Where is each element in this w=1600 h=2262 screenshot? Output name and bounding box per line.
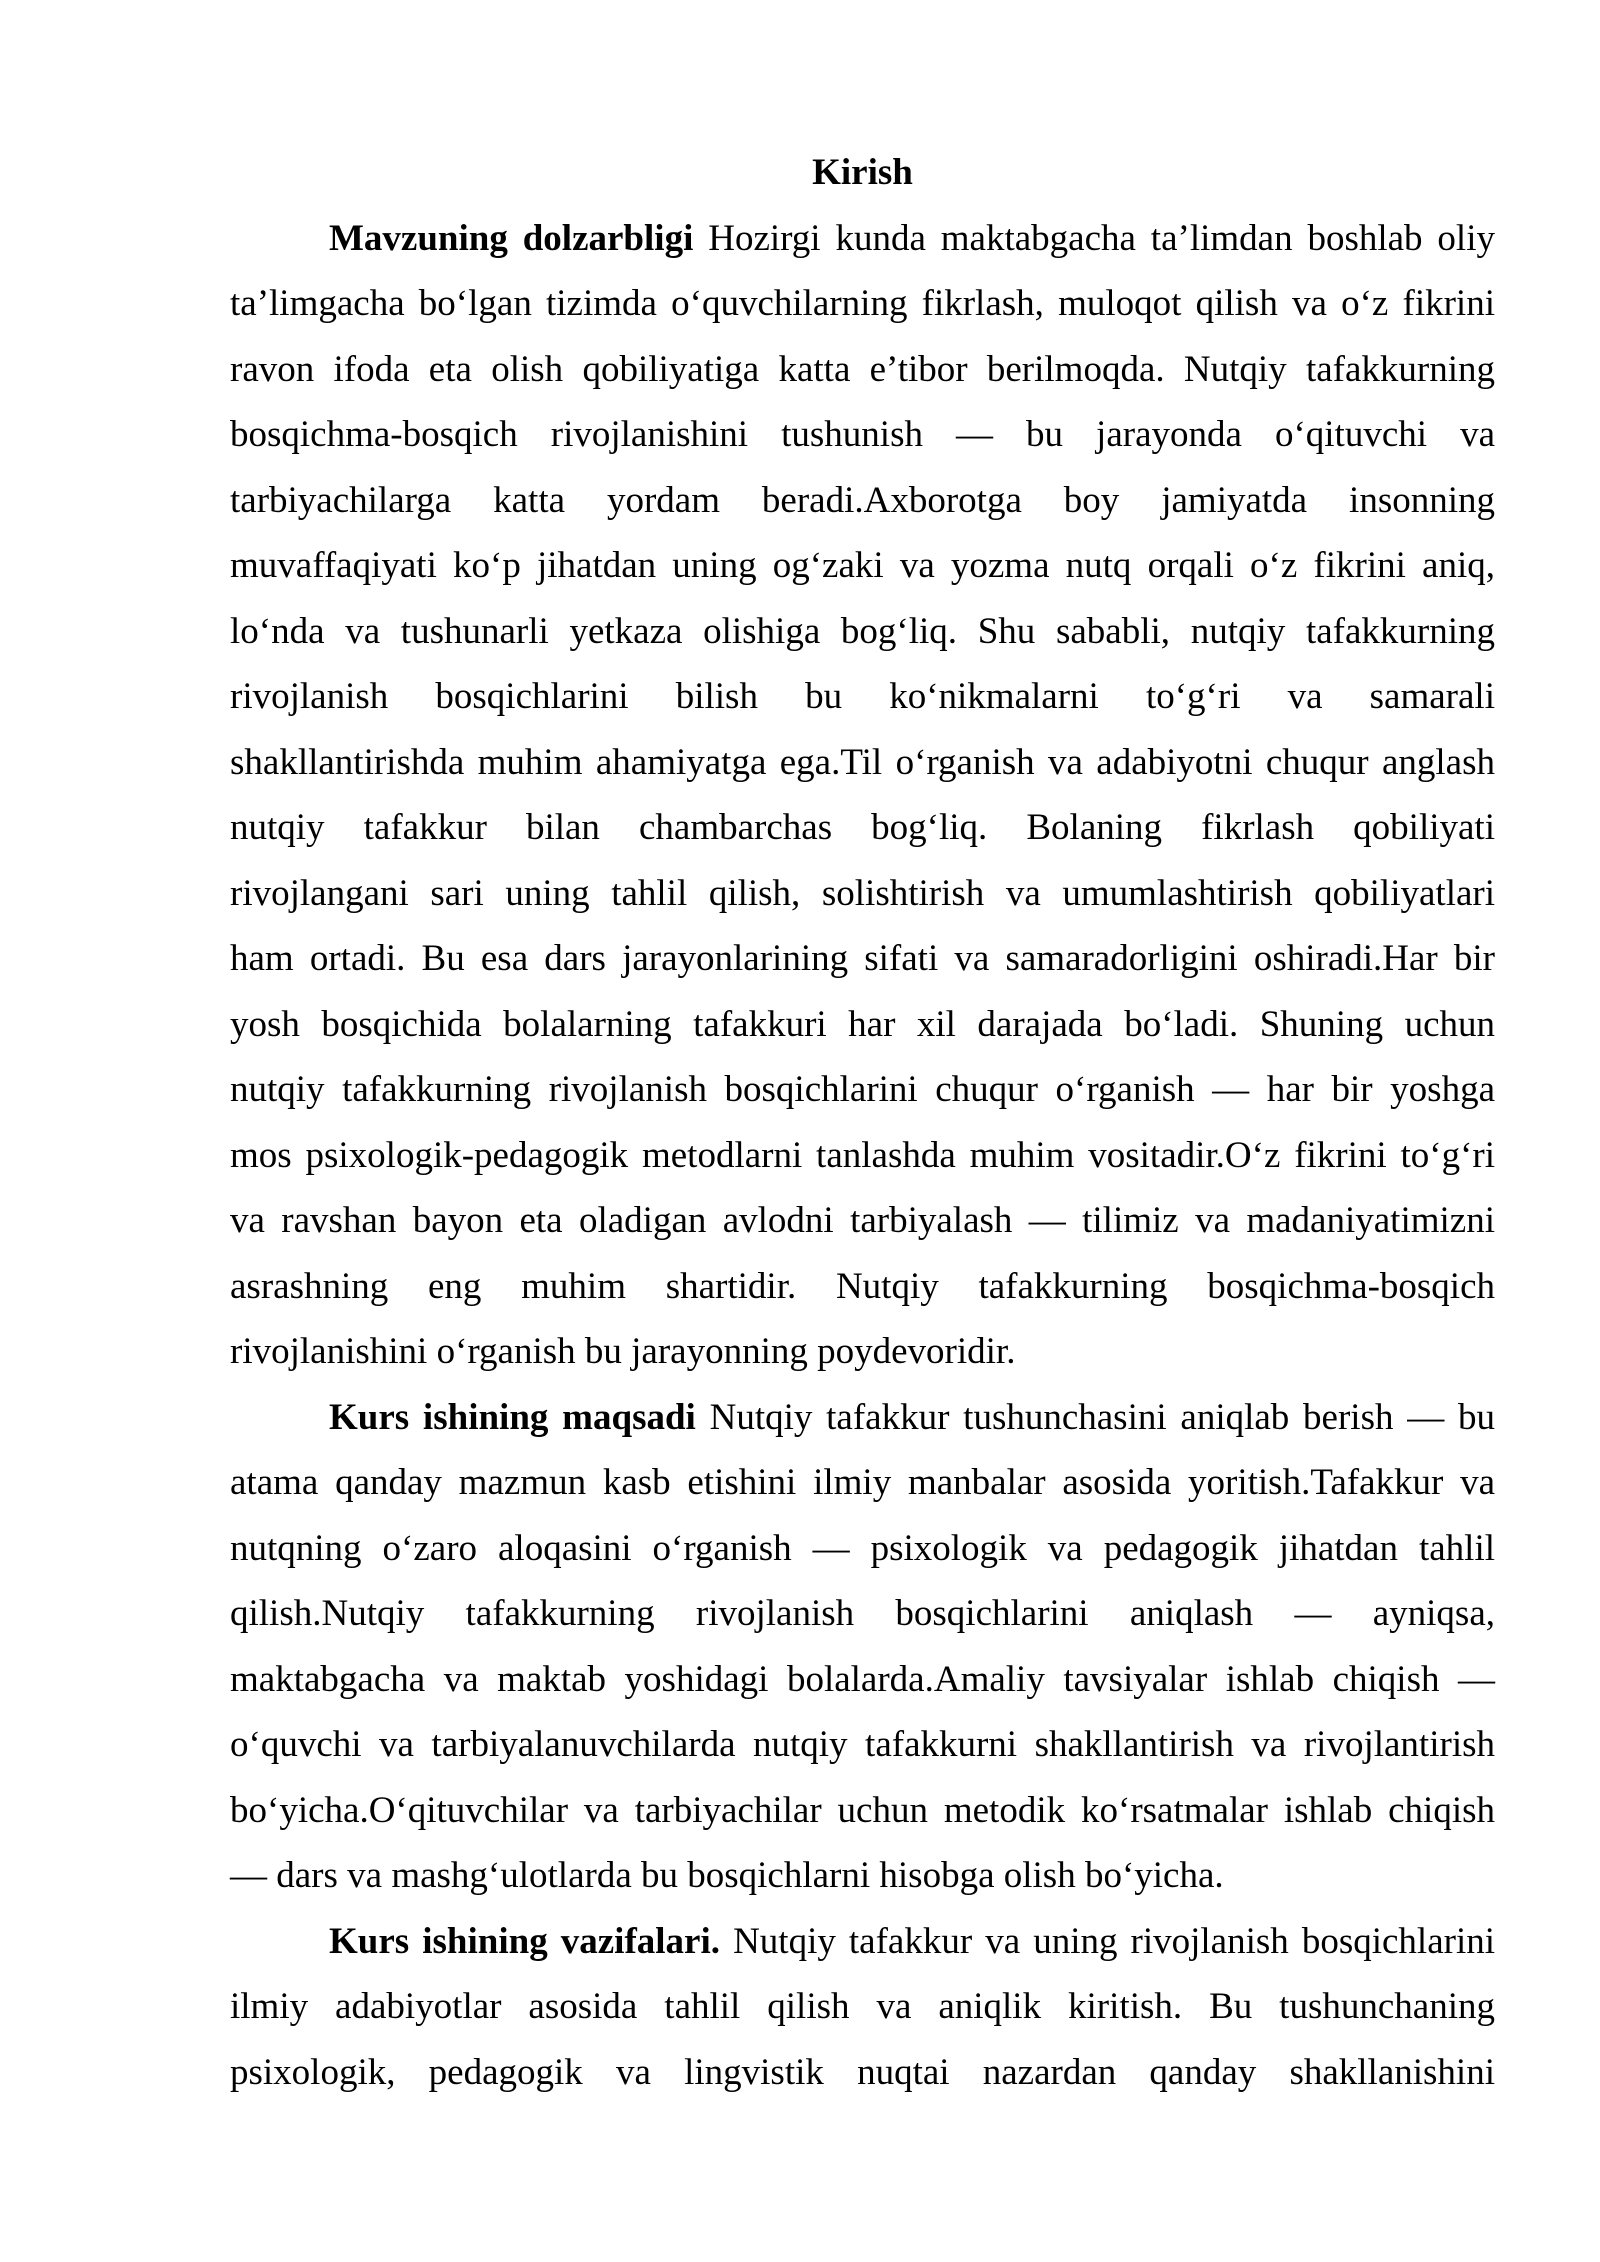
paragraph-line: yosh bosqichida bolalarning tafakkuri har xil darajada bo‘ladi. Shuning uchun [230, 1003, 1495, 1045]
section-title: Kirish [812, 152, 913, 193]
paragraph-lead: Kurs ishining vazifalari. [329, 1920, 721, 1962]
paragraph-line: ravon ifoda eta olish qobiliyatiga katta e’tibor berilmoqda. Nutqiy tafakkurning [230, 348, 1495, 390]
paragraph-line: mos psixologik-pedagogik metodlarni tanlashda muhim vositadir.O‘z fikrini to‘g‘ri [230, 1134, 1495, 1176]
paragraph-line-text: Hozirgi kunda maktabgacha ta’limdan boshlab oliy [708, 217, 1495, 259]
paragraph-tasks [230, 1909, 1495, 2106]
paragraph-line [230, 1385, 1495, 1451]
paragraph-line-text: Nutqiy tafakkur va uning rivojlanish bosqichlarini [733, 1920, 1496, 1962]
paragraph-line: muvaffaqiyati ko‘p jihatdan uning og‘zaki va yozma nutq orqali o‘z fikrini aniq, [230, 545, 1495, 586]
paragraph-line: va ravshan bayon eta oladigan avlodni tarbiyalash — tilimiz va madaniyatimizni [230, 1200, 1495, 1241]
paragraph-line [230, 1909, 1495, 1975]
paragraph-line: atama qanday mazmun kasb etishini ilmiy manbalar asosida yoritish.Tafakkur va [230, 1462, 1495, 1503]
paragraph-line: rivojlangani sari uning tahlil qilish, solishtirish va umumlashtirish qobiliyatlari [230, 872, 1495, 914]
paragraph-line: maktabgacha va maktab yoshidagi bolalarda.Amaliy tavsiyalar ishlab chiqish — [230, 1658, 1495, 1700]
paragraph-line [230, 206, 1495, 272]
paragraph-lead: Mavzuning dolzarbligi [329, 217, 694, 259]
paragraph-line: rivojlanishini o‘rganish bu jarayonning poydevoridir. [230, 1331, 1016, 1372]
paragraph-line: nutqiy tafakkurning rivojlanish bosqichlarini chuqur o‘rganish — har bir yoshga [230, 1069, 1495, 1110]
paragraph-line: shakllantirishda muhim ahamiyatga ega.Til o‘rganish va adabiyotni chuqur anglash [230, 741, 1495, 783]
paragraph-lead: Kurs ishining maqsadi [329, 1396, 696, 1438]
paragraph-line: bo‘yicha.O‘qituvchilar va tarbiyachilar uchun metodik ko‘rsatmalar ishlab chiqish [230, 1789, 1495, 1831]
paragraph-line: bosqichma-bosqich rivojlanishini tushunish — bu jarayonda o‘qituvchi va [230, 414, 1495, 455]
paragraph-line: ham ortadi. Bu esa dars jarayonlarining sifati va samaradorligini oshiradi.Har bir [230, 938, 1495, 979]
paragraph-goal [230, 1385, 1495, 1909]
paragraph-line: ilmiy adabiyotlar asosida tahlil qilish va aniqlik kiritish. Bu tushunchaning [230, 1986, 1495, 2027]
paragraph-line: tarbiyachilarga katta yordam beradi.Axborotga boy jamiyatda insonning [230, 479, 1495, 521]
paragraph-line: qilish.Nutqiy tafakkurning rivojlanish bosqichlarini aniqlash — ayniqsa, [230, 1593, 1495, 1634]
paragraph-line: — dars va mashg‘ulotlarda bu bosqichlarni hisobga olish bo‘yicha. [230, 1855, 1224, 1896]
paragraph-line: lo‘nda va tushunarli yetkaza olishiga bog‘liq. Shu sababli, nutqiy tafakkurning [230, 610, 1495, 652]
paragraph-line: ta’limgacha bo‘lgan tizimda o‘quvchilarning fikrlash, muloqot qilish va o‘z fikrini [230, 283, 1495, 324]
paragraph-line: nutqiy tafakkur bilan chambarchas bog‘liq. Bolaning fikrlash qobiliyati [230, 807, 1495, 848]
paragraph-relevance [230, 206, 1495, 1385]
document-body [230, 140, 1495, 2105]
paragraph-line: nutqning o‘zaro aloqasini o‘rganish — psixologik va pedagogik jihatdan tahlil [230, 1527, 1495, 1569]
paragraph-line: o‘quvchi va tarbiyalanuvchilarda nutqiy tafakkurni shakllantirish va rivojlantirish [230, 1724, 1495, 1765]
paragraph-line: psixologik, pedagogik va lingvistik nuqtai nazardan qanday shakllanishini [230, 2051, 1495, 2093]
paragraph-line-text: Nutqiy tafakkur tushunchasini aniqlab berish — bu [709, 1396, 1496, 1438]
paragraph-line: asrashning eng muhim shartidir. Nutqiy tafakkurning bosqichma-bosqich [230, 1265, 1495, 1307]
paragraph-line: rivojlanish bosqichlarini bilish bu ko‘nikmalarni to‘g‘ri va samarali [230, 676, 1495, 717]
